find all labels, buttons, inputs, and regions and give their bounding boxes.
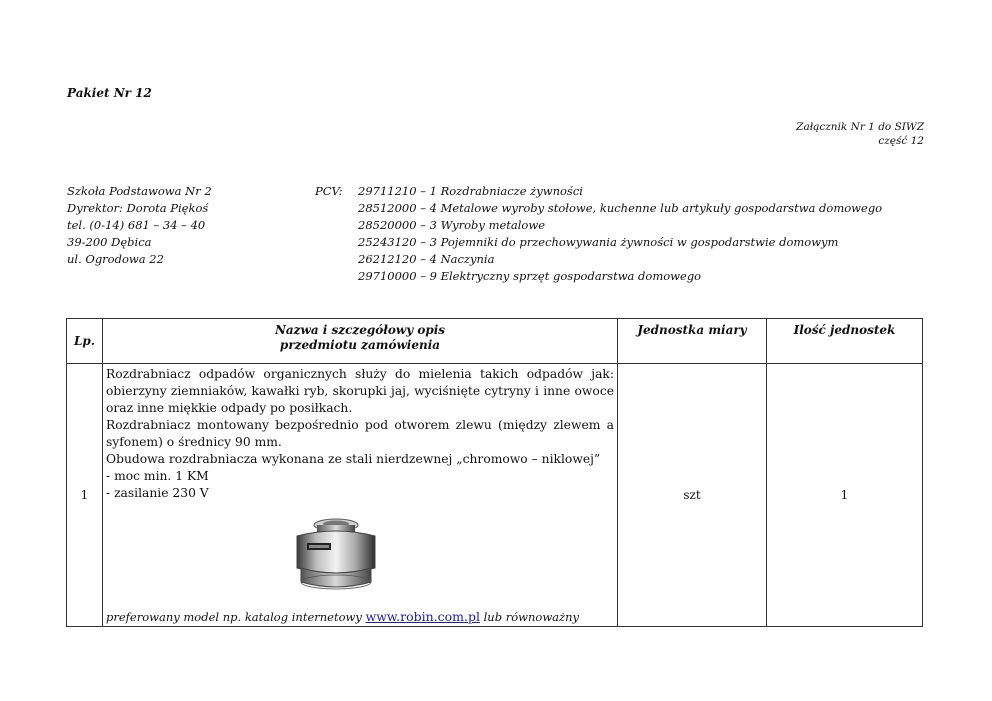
pcv-code-list [358,183,882,285]
table-row [67,364,923,627]
row-qty: 1 [767,364,923,627]
description-paragraph: - zasilanie 230 V [106,486,209,500]
school-line: Dyrektor: Dorota Piękoś [67,201,209,215]
description-paragraph: - moc min. 1 KM [106,469,209,483]
pcv-label: PCV: [315,184,343,198]
pcv-code: 25243120 – 3 Pojemniki do przechowywania żywności w gospodarstwie domowym [358,235,839,249]
robin-catalog-link[interactable]: www.robin.com.pl [365,609,480,624]
school-line: 39-200 Dębica [67,235,152,249]
pref-text-after: lub równoważny [479,610,579,624]
preferred-model-note [106,609,579,624]
description-paragraph: Rozdrabniacz odpadów organicznych służy do mielenia takich odpadów jak: obierzyny ziemniaków, kawałki ryb, skorupki jaj, wyciśnięte cytryny i inne owoce oraz inne miękkie odpady po posiłkach. [106,367,614,415]
pcv-code: 28512000 – 4 Metalowe wyroby stołowe, kuchenne lub artykuły gospodarstwa domowego [358,201,883,215]
header-name-line-2: przedmiotu zamówienia [279,338,441,352]
pcv-code: 28520000 – 3 Wyroby metalowe [358,218,546,232]
row-lp: 1 [67,364,103,627]
description-paragraph: Obudowa rozdrabniacza wykonana ze stali nierdzewnej „chromowo – niklowej” [106,452,601,466]
order-table [66,318,923,627]
disposer-product-image [291,516,381,592]
row-unit: szt [618,364,767,627]
school-address-block [67,183,212,268]
school-line: ul. Ogrodowa 22 [67,252,164,266]
header-qty: Ilość jednostek [767,319,923,364]
description-paragraph: Rozdrabniacz montowany bezpośrednio pod otworem zlewu (między zlewem a syfonem) o średnicy 90 mm. [106,418,614,449]
header-lp: Lp. [67,319,103,364]
attachment-line-2: część 12 [878,135,924,147]
header-name [103,319,618,364]
attachment-line-1: Załącznik Nr 1 do SIWZ [796,121,924,133]
row-description [103,364,618,627]
header-unit: Jednostka miary [618,319,767,364]
pcv-code: 26212120 – 4 Naczynia [358,252,495,266]
school-line: tel. (0-14) 681 – 34 – 40 [67,218,206,232]
header-name-line-1: Nazwa i szczegółowy opis [274,323,446,337]
school-line: Szkoła Podstawowa Nr 2 [67,184,212,198]
table-header-row [67,319,923,364]
package-title: Pakiet Nr 12 [67,86,152,100]
pcv-code: 29711210 – 1 Rozdrabniacze żywności [358,184,583,198]
pref-text-before: preferowany model np. katalog internetowy [106,610,366,624]
pcv-codes-block [315,183,882,285]
attachment-note [796,120,924,148]
pcv-code: 29710000 – 9 Elektryczny sprzęt gospodarstwa domowego [358,269,702,283]
